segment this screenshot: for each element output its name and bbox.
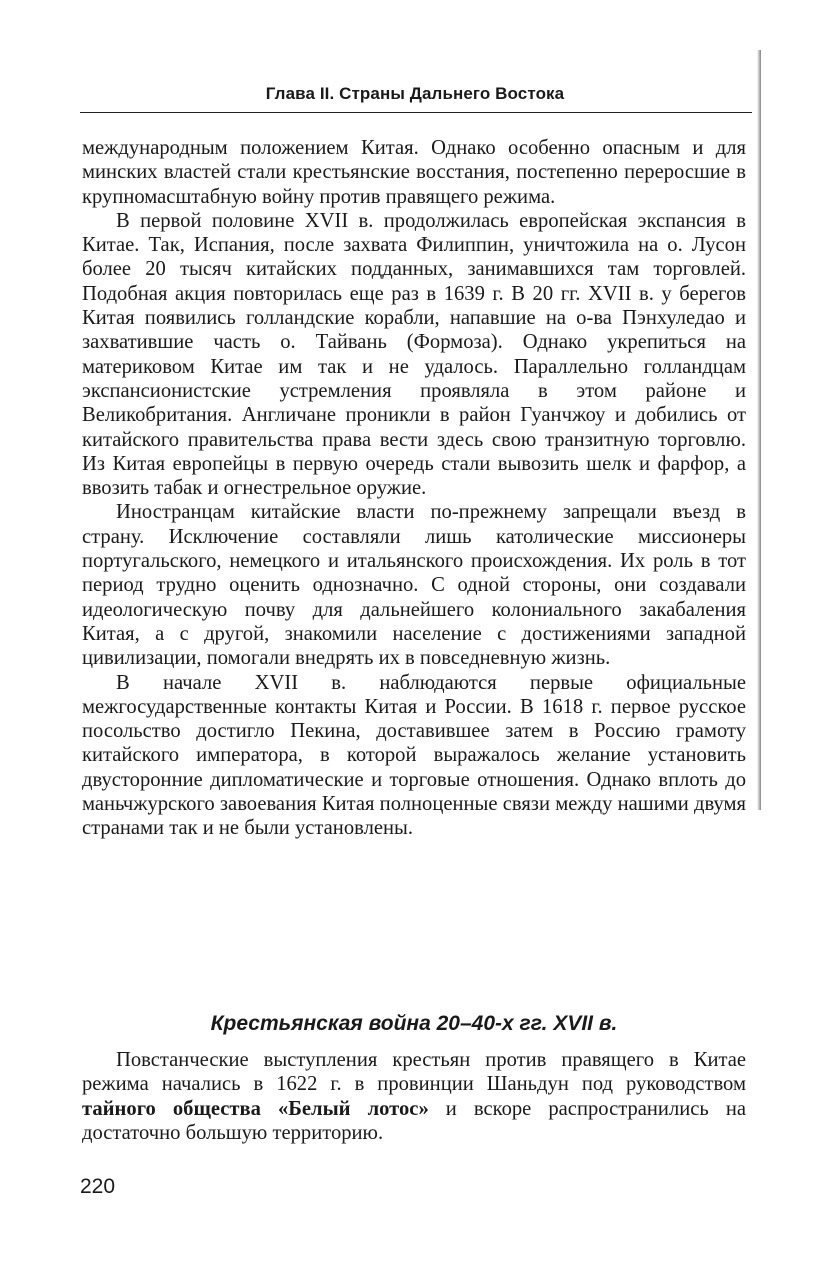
paragraph-expansion: В первой половине XVII в. продолжилась европейская экспансия в Китае. Так, Испания, после захвата Филиппин, уничтожила на о. Лусон более 20 тысяч китайских подданных, занимавшихся там торговлей. Подобная акция повторилась еще раз в 1639 г. В 20 гг. XVII в. у берегов Китая появились голландские корабли, напавшие на о-ва Пэнхуледао и захватившие часть о. Тайвань (Формоза). Однако укрепиться на материковом Китае им так и не удалось. Параллельно голландцам экспансионистские устремления проявляла в этом районе и Великобритания. Англичане проникли в район Гуанчжоу и добились от китайского правительства права вести здесь свою транзитную торговлю. Из Китая европейцы в первую очередь стали вывозить шелк и фарфор, а ввозить табак и огнестрельное оружие. bbox=[82, 209, 746, 500]
header-divider bbox=[80, 112, 752, 113]
section-heading: Крестьянская война 20–40-х гг. XVII в. bbox=[210, 1012, 618, 1035]
paragraph-continuation: международным положением Китая. Однако особенно опасным и для минских властей стали крестьянские восстания, постепенно переросшие в крупномасштабную войну против правящего режима. bbox=[82, 137, 746, 208]
paragraph-peasant-uprisings bbox=[82, 1048, 746, 1145]
paragraph-missionaries: Иностранцам китайские власти по-прежнему запрещали въезд в страну. Исключение составляли лишь католические миссионеры португальского, немецкого и итальянского происхождения. Их роль в тот период трудно оценить однозначно. С одной стороны, они создавали идеологическую почву для дальнейшего колониального закабаления Китая, а с другой, знакомили население с достижениями западной цивилизации, помогали внедрять их в повседневную жизнь. bbox=[82, 501, 746, 670]
paragraph-russia-contacts: В начале XVII в. наблюдаются первые официальные межгосударственные контакты Китая и России. В 1618 г. первое русское посольство достигло Пекина, доставившее затем в Россию грамоту китайского императора, в которой выражалось желание установить двусторонние дипломатические и торговые отношения. Однако вплоть до маньчжурского завоевания Китая полноценные связи между нашими двумя странами так и не были установлены. bbox=[82, 671, 746, 840]
paragraph-text-end: и вскоре распространились на достаточно большую территорию. bbox=[82, 1097, 746, 1144]
paragraph-text-start: Повстанческие выступления крестьян против правящего в Китае режима начались в 1622 г. в провинции Шаньдун под руководством bbox=[82, 1049, 746, 1096]
running-header: Глава II. Страны Дальнего Востока bbox=[265, 84, 565, 103]
section-body bbox=[82, 1048, 746, 1145]
page-number: 220 bbox=[80, 1175, 116, 1198]
page-binding-shadow bbox=[757, 50, 761, 810]
body-text bbox=[82, 136, 746, 841]
bold-term: тайного общества «Белый лотос» bbox=[82, 1097, 429, 1120]
